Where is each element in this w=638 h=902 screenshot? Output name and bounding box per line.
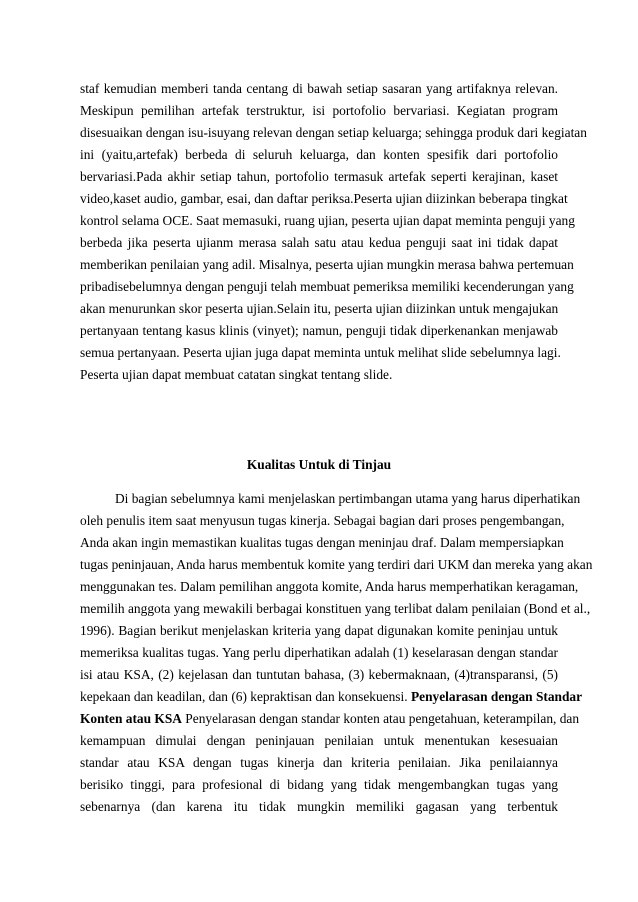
text-line: akan menurunkan skor peserta ujian.Selain itu, peserta ujian diizinkan untuk mengajukan: [80, 301, 559, 316]
text-line: 1996). Bagian berikut menjelaskan kriteria yang dapat digunakan komite peninjau untuk: [80, 623, 558, 638]
bold-subheading: Konten atau KSA: [80, 711, 182, 726]
text-line: pertanyaan tentang kasus klinis (vinyet); namun, penguji tidak diperkenankan menjawab: [80, 323, 558, 338]
text-line: staf kemudian memberi tanda centang di bawah setiap sasaran yang artifaknya relevan.: [80, 81, 558, 96]
text-line: isi atau KSA, (2) kejelasan dan tuntutan bahasa, (3) kebermaknaan, (4)transparansi, (5): [80, 667, 558, 682]
bold-subheading: Penyelarasan dengan Standar: [410, 689, 583, 704]
text-line: disesuaikan dengan isu-isuyang relevan dengan setiap keluarga; sehingga produk dari kegiatan: [80, 125, 587, 140]
text-run: kepekaan dan keadilan, dan (6) kepraktisan dan konsekuensi.: [80, 689, 408, 704]
text-line: kemampuan dimulai dengan peninjauan penilaian untuk menentukan kesesuaian: [80, 733, 558, 748]
text-line: berisiko tinggi, para profesional di bidang yang tidak mengembangkan tugas yang: [80, 777, 558, 792]
text-line: memilih anggota yang mewakili berbagai konstituen yang terlibat dalam penilaian (Bond et al.,: [80, 601, 591, 616]
text-line-mixed: [80, 711, 580, 727]
text-line: tugas peninjauan, Anda harus membentuk komite yang terdiri dari UKM dan mereka yang akan: [80, 557, 593, 572]
text-line: sebenarnya (dan karena itu tidak mungkin memiliki gagasan yang terbentuk: [80, 799, 558, 814]
text-line: kontrol selama OCE. Saat memasuki, ruang ujian, peserta ujian dapat meminta penguji yang: [80, 213, 575, 228]
text-line: Meskipun pemilihan artefak terstruktur, isi portofolio bervariasi. Kegiatan program: [80, 103, 558, 118]
text-line: standar atau KSA dengan tugas kinerja dan kriteria penilaian. Jika penilaiannya: [80, 755, 558, 770]
text-line: oleh penulis item saat menyusun tugas kinerja. Sebagai bagian dari proses pengembangan,: [80, 513, 565, 528]
text-line: berbeda jika peserta ujianm merasa salah satu atau kedua penguji saat ini tidak dapat: [80, 235, 558, 250]
text-line: semua pertanyaan. Peserta ujian juga dapat meminta untuk melihat slide sebelumnya lagi.: [80, 345, 561, 360]
text-line: pribadisebelumnya dengan penguji telah membuat pemeriksa memiliki kecenderungan yang: [80, 279, 574, 294]
text-run: Penyelarasan dengan standar konten atau pengetahuan, keterampilan, dan: [185, 711, 580, 726]
text-line: memberikan penilaian yang adil. Misalnya, peserta ujian mungkin merasa bahwa pertemuan: [80, 257, 574, 272]
text-line: ini (yaitu,artefak) berbeda di seluruh keluarga, dan konten spesifik dari portofolio: [80, 147, 558, 162]
text-line-mixed: [80, 689, 583, 705]
text-line: Di bagian sebelumnya kami menjelaskan pertimbangan utama yang harus diperhatikan: [115, 491, 581, 506]
text-line: Anda akan ingin memastikan kualitas tugas dengan meninjau draf. Dalam mempersiapkan: [80, 535, 564, 550]
text-line: bervariasi.Pada akhir setiap tahun, portofolio termasuk artefak seperti kerajinan, kaset: [80, 169, 558, 184]
text-line: video,kaset audio, gambar, esai, dan daftar periksa.Peserta ujian diizinkan beberapa tingkat: [80, 191, 568, 206]
text-line: menggunakan tes. Dalam pemilihan anggota komite, Anda harus memperhatikan keragaman,: [80, 579, 579, 594]
text-line: Peserta ujian dapat membuat catatan singkat tentang slide.: [80, 367, 393, 382]
text-line: memeriksa kualitas tugas. Yang perlu diperhatikan adalah (1) keselarasan dengan standar: [80, 645, 558, 660]
section-heading: Kualitas Untuk di Tinjau: [246, 457, 392, 472]
